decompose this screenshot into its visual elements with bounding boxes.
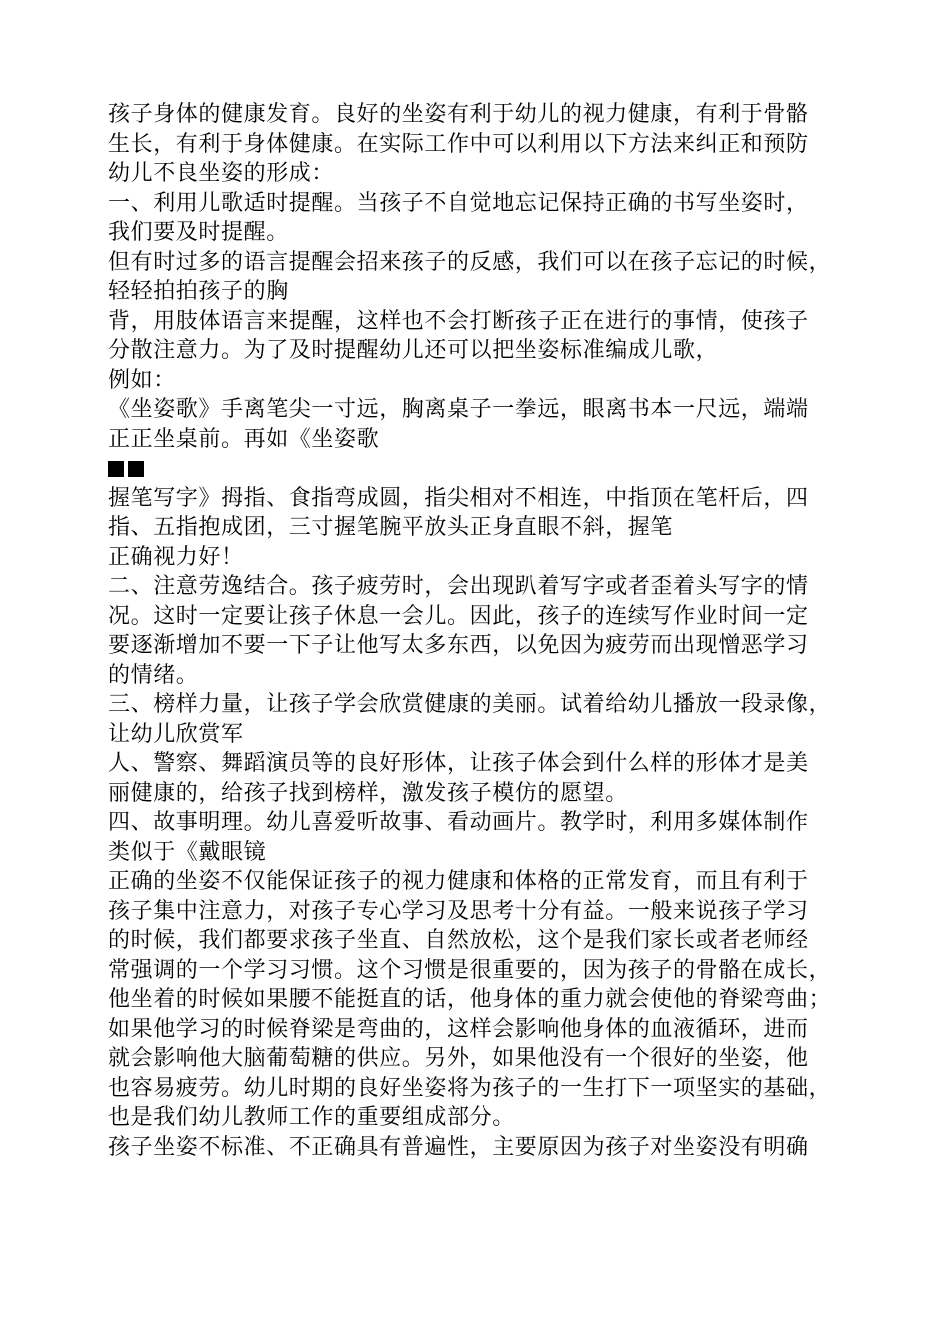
text-line: 让幼儿欣赏军 (108, 721, 244, 747)
text-line: 要逐渐增加不要一下子让他写太多东西，以免因为疲劳而出现憎恶学习 (108, 633, 809, 658)
text-line: 一、利用儿歌适时提醒。当孩子不自觉地忘记保持正确的书写坐姿时， (108, 190, 809, 216)
text-line: 类似于《戴眼镜 (108, 839, 267, 865)
document-body (108, 100, 868, 1162)
text-line: 丽健康的，给孩子找到榜样，激发孩子模仿的愿望。 (108, 780, 628, 806)
text-line: 我们要及时提醒。 (108, 220, 289, 245)
text-line: 例如： (108, 367, 176, 393)
text-line: 人、警察、舞蹈演员等的良好形体，让孩子体会到什么样的形体才是美 (108, 751, 809, 776)
text-line: 背，用肢体语言来提醒，这样也不会打断孩子正在进行的事情，使孩子 (108, 308, 809, 334)
text-line: 四、故事明理。幼儿喜爱听故事、看动画片。教学时，利用多媒体制作 (108, 810, 809, 835)
text-line: 如果他学习的时候脊梁是弯曲的，这样会影响他身体的血液循环，进而 (108, 1016, 809, 1042)
text-line: 也是我们幼儿教师工作的重要组成部分。 (108, 1105, 515, 1130)
text-line: 指、五指抱成团，三寸握笔腕平放头正身直眼不斜，握笔 (108, 515, 674, 540)
text-line: 常强调的一个学习习惯。这个习惯是很重要的，因为孩子的骨骼在成长， (108, 957, 832, 983)
text-line: 《坐姿歌》手离笔尖一寸远，胸离桌子一拳远，眼离书本一尺远，端端 (108, 397, 809, 422)
text-line: 他坐着的时候如果腰不能挺直的话，他身体的重力就会使他的脊梁弯曲； (108, 987, 832, 1012)
text-line: 轻轻拍拍孩子的胸 (108, 279, 289, 304)
text-line: 也容易疲劳。幼儿时期的良好坐姿将为孩子的一生打下一项坚实的基础， (108, 1075, 832, 1101)
text-line: 孩子坐姿不标准、不正确具有普遍性，主要原因为孩子对坐姿没有明确 (108, 1134, 809, 1160)
text-line: 分散注意力。为了及时提醒幼儿还可以把坐姿标准编成儿歌， (108, 338, 719, 363)
text-line: 孩子集中注意力，对孩子专心学习及思考十分有益。一般来说孩子学习 (108, 898, 809, 924)
text-line: 的情绪。 (108, 662, 199, 688)
text-line: 正确的坐姿不仅能保证孩子的视力健康和体格的正常发育，而且有利于 (108, 869, 809, 894)
text-line: 正确视力好！ (108, 544, 244, 570)
text-line: 二、注意劳逸结合。孩子疲劳时，会出现趴着写字或者歪着头写字的情 (108, 574, 809, 599)
text-line: 就会影响他大脑葡萄糖的供应。另外，如果他没有一个很好的坐姿，他 (108, 1046, 809, 1071)
text-line: 的时候，我们都要求孩子坐直、自然放松，这个是我们家长或者老师经 (108, 928, 809, 953)
text-line: 生长，有利于身体健康。在实际工作中可以利用以下方法来纠正和预防 (108, 131, 809, 157)
text-line: 三、榜样力量，让孩子学会欣赏健康的美丽。试着给幼儿播放一段录像， (108, 692, 832, 717)
text-line: 况。这时一定要让孩子休息一会儿。因此，孩子的连续写作业时间一定 (108, 603, 809, 629)
text-line: 但有时过多的语言提醒会招来孩子的反感，我们可以在孩子忘记的时候， (108, 249, 832, 275)
text-line: 正正坐桌前。再如《坐姿歌 (108, 426, 380, 452)
text-line: 孩子身体的健康发育。良好的坐姿有利于幼儿的视力健康，有利于骨骼 (108, 102, 809, 127)
black-square-icon (108, 461, 124, 477)
black-square-marks (108, 454, 868, 484)
black-square-icon (128, 461, 144, 477)
text-line: 握笔写字》拇指、食指弯成圆，指尖相对不相连，中指顶在笔杆后，四 (108, 485, 809, 511)
text-line: 幼儿不良坐姿的形成： (108, 161, 335, 186)
